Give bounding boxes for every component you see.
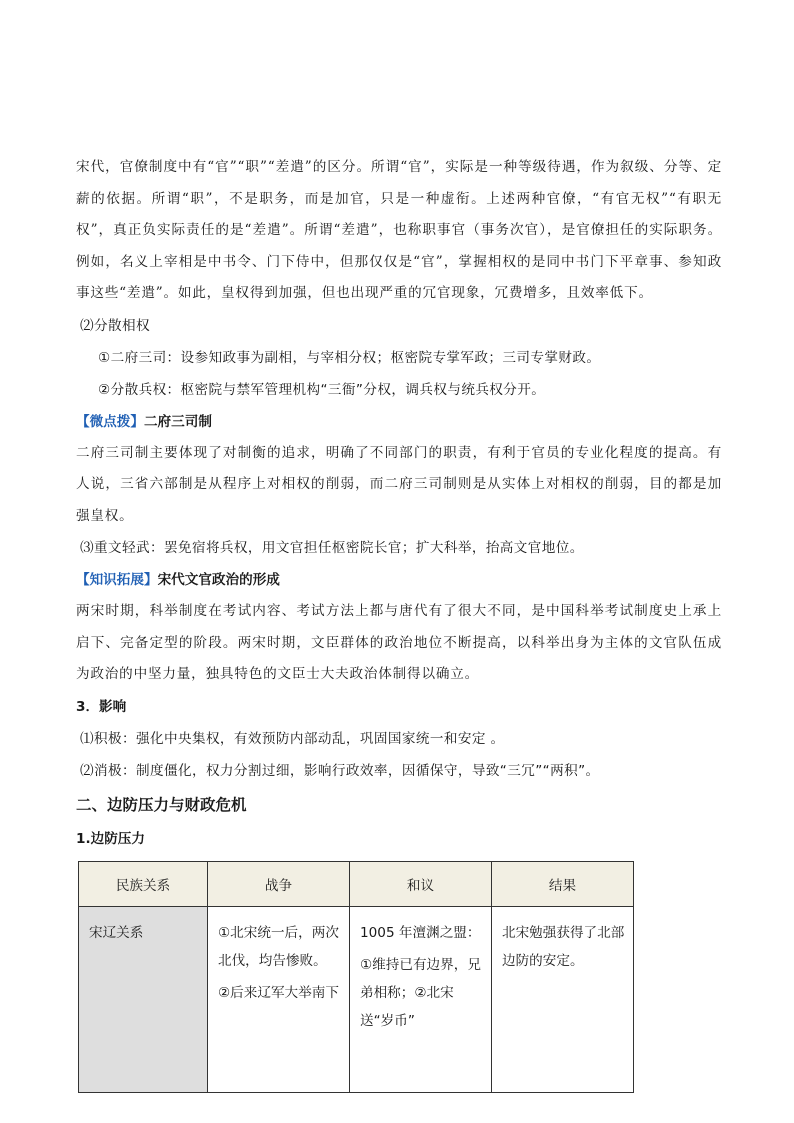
- cell-peace: [350, 906, 492, 1092]
- result-text: 北宋勉强获得了北部边防的安定。: [502, 924, 625, 969]
- cell-war: [208, 906, 350, 1092]
- heading-yingxiang: 3．影响: [76, 698, 127, 715]
- cell-result: [492, 906, 634, 1092]
- war-item-2: ②后来辽军大举南下: [218, 984, 339, 1001]
- heading-bianfang-yali: 1.边防压力: [76, 830, 145, 847]
- paragraph-erfu-sansi: 二府三司制主要体现了对制衡的追求，明确了不同部门的职责，有利于官员的专业化程度的提高。有人说，三省六部制是从程序上对相权的削弱，而二府三司制则是从实体上对相权的削弱，目的都是加强皇权。: [76, 444, 722, 524]
- header-peace: 和议: [350, 861, 492, 906]
- cell-relation: [79, 906, 208, 1092]
- peace-item-2: ①维持已有边界，兄弟相称；②北宋送“岁币”: [360, 956, 481, 1029]
- table-header-row: [79, 861, 634, 906]
- item-zhongwen-qingwu: ⑶重文轻武：罢免宿将兵权，用文官担任枢密院长官；扩大科举，抬高文官地位。: [80, 540, 584, 556]
- extension-title: 宋代文官政治的形成: [157, 572, 280, 588]
- section-heading-2: 二、边防压力与财政危机: [76, 795, 247, 814]
- relation-text: 宋辽关系: [89, 924, 144, 941]
- ethnic-relations-table: [78, 861, 634, 1093]
- item-fensan-xiangquan: ⑵分散相权: [80, 317, 150, 334]
- item-jiji: ⑴积极：强化中央集权，有效预防内部动乱，巩固国家统一和安定 。: [80, 730, 505, 747]
- paragraph-wenguan-zhengzhi: 两宋时期，科举制度在考试内容、考试方法上都与唐代有了很大不同，是中国科举考试制度史上承上启下、完备定型的阶段。两宋时期，文臣群体的政治地位不断提高，以科举出身为主体的文官队伍成为政治的中坚力量，独具特色的文臣士大夫政治体制得以确立。: [76, 603, 722, 682]
- item-fensan-bingquan: ②分散兵权：枢密院与禁军管理机构“三衙”分权，调兵权与统兵权分开。: [98, 381, 546, 398]
- header-relation: 民族关系: [79, 861, 208, 906]
- header-result: 结果: [492, 861, 634, 906]
- tip-bracket-label: 【微点拨】: [76, 413, 144, 430]
- tip-title: 二府三司制: [143, 413, 212, 430]
- paragraph-guan-zhi-chaiqian: 宋代，官僚制度中有“官”“职”“差遣”的区分。所谓“官”，实际是一种等级待遇，作为叙级、分等、定薪的依据。所谓“职”，不是职务，而是加官，只是一种虚衔。上述两种官僚，“有官无权”“有职无权”，真正负实际责任的是“差遣”。所谓“差遣”，也称职事官（事务次官），是官僚担任的实际职务。例如，名义上宰相是中书令、门下侍中，但那仅仅是“官”，掌握相权的是同中书门下平章事、参知政事这些“差遣”。如此，皇权得到加强，但也出现严重的冗官现象，冗费增多，且效率低下。: [76, 159, 722, 301]
- item-xiaoji: ⑵消极：制度僵化，权力分割过细，影响行政效率，因循保守，导致“三冗”“两积”。: [80, 762, 600, 779]
- table-row: [79, 906, 634, 1092]
- extension-bracket-label: 【知识拓展】: [76, 572, 158, 588]
- peace-item-1: 1005 年澶渊之盟：: [360, 924, 481, 941]
- header-war: 战争: [208, 861, 350, 906]
- document-page: [76, 152, 722, 1093]
- extension-heading: [76, 564, 722, 596]
- tip-heading: [76, 406, 722, 438]
- item-erfu-sansi: ①二府三司：设参知政事为副相，与宰相分权；枢密院专掌军政；三司专掌财政。: [98, 349, 601, 366]
- war-item-1: ①北宋统一后，两次北伐，均告惨败。: [218, 924, 339, 969]
